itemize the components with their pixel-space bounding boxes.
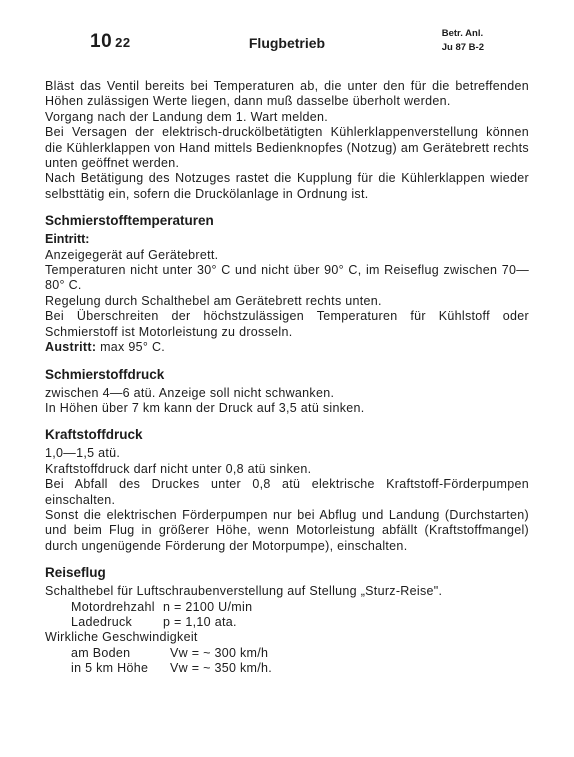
- paragraph: Anzeigegerät auf Gerätebrett.: [45, 247, 219, 262]
- reference-line-1: Betr. Anl.: [441, 28, 484, 39]
- paragraph: Vorgang nach der Landung dem 1. Wart melden.: [45, 109, 329, 124]
- paragraph: Sonst die elektrischen Förderpumpen nur bei Abflug und Landung (Durchstarten) und beim Flug in größerer Höhe, wenn Motorleistung abfällt (Kraftstoffmangel) durch ungenügende Förderung der Motorpumpe), einschalten.: [45, 507, 529, 553]
- value-label: am Boden: [71, 645, 131, 660]
- paragraph: Schalthebel für Luftschraubenverstellung auf Stellung „Sturz-Reise".: [45, 584, 443, 599]
- page-body: [45, 79, 529, 677]
- value-row: [45, 615, 529, 630]
- value-text: Vw = ~ 300 km/h: [170, 645, 269, 660]
- austritt-label: Austritt:: [45, 340, 97, 355]
- paragraph: Bei Abfall des Druckes unter 0,8 atü elektrische Kraftstoff-Förderpumpen einschalten.: [45, 477, 529, 507]
- paragraph: Bläst das Ventil bereits bei Temperaturen ab, die unter den für die betreffenden Höhen zulässigen Werte liegen, dann muß dasselbe überholt werden.: [45, 79, 529, 109]
- section-heading: Reiseflug: [45, 565, 106, 581]
- paragraph: Nach Betätigung des Notzuges rastet die Kupplung für die Kühlerklappen wieder selbsttätig ein, sofern die Druckölanlage in Ordnung ist.: [45, 171, 529, 201]
- value-row: [45, 646, 529, 661]
- page-number-suffix: 22: [115, 35, 131, 50]
- value-label: Ladedruck: [71, 614, 133, 629]
- austritt-value: max 95° C.: [100, 340, 166, 355]
- value-text: p = 1,10 ata.: [163, 614, 237, 629]
- section-heading: Schmierstofftemperaturen: [45, 213, 214, 229]
- section-heading: Schmierstoffdruck: [45, 366, 165, 382]
- paragraph: Temperaturen nicht unter 30° C und nicht über 90° C, im Reiseflug zwischen 70—80° C.: [45, 263, 529, 293]
- paragraph: Wirkliche Geschwindigkeit: [45, 630, 198, 645]
- paragraph: Kraftstoffdruck darf nicht unter 0,8 atü sinken.: [45, 461, 312, 476]
- paragraph: In Höhen über 7 km kann der Druck auf 3,5 atü sinken.: [45, 400, 365, 415]
- value-label: in 5 km Höhe: [71, 661, 149, 676]
- value-row: [45, 600, 529, 615]
- value-text: n = 2100 U/min: [163, 599, 253, 614]
- value-text: Vw = ~ 350 km/h.: [170, 661, 273, 676]
- page-title: Flugbetrieb: [248, 35, 326, 51]
- paragraph: Bei Überschreiten der höchstzulässigen Temperaturen für Kühlstoff oder Schmierstoff ist Motorleistung zu drosseln.: [45, 309, 529, 339]
- paragraph: Regelung durch Schalthebel am Gerätebrett rechts unten.: [45, 293, 382, 308]
- subheading-eintritt: Eintritt:: [45, 232, 90, 247]
- value-label: Motordrehzahl: [71, 599, 155, 614]
- section-heading: Kraftstoffdruck: [45, 427, 143, 443]
- paragraph: Bei Versagen der elektrisch-druckölbetätigten Kühlerklappenverstellung können die Kühlerklappen von Hand mittels Bedienknopfes (Notzug) am Gerätebrett rechts unten geöffnet werden.: [45, 125, 529, 171]
- paragraph: 1,0—1,5 atü.: [45, 446, 121, 461]
- page-number-main: 10: [90, 31, 113, 52]
- document-reference: [442, 27, 484, 55]
- paragraph: zwischen 4—6 atü. Anzeige soll nicht schwanken.: [45, 385, 335, 400]
- page-header: [45, 0, 529, 70]
- value-row: [45, 661, 529, 676]
- reference-line-2: Ju 87 B-2: [441, 42, 484, 53]
- austritt-line: [45, 340, 529, 355]
